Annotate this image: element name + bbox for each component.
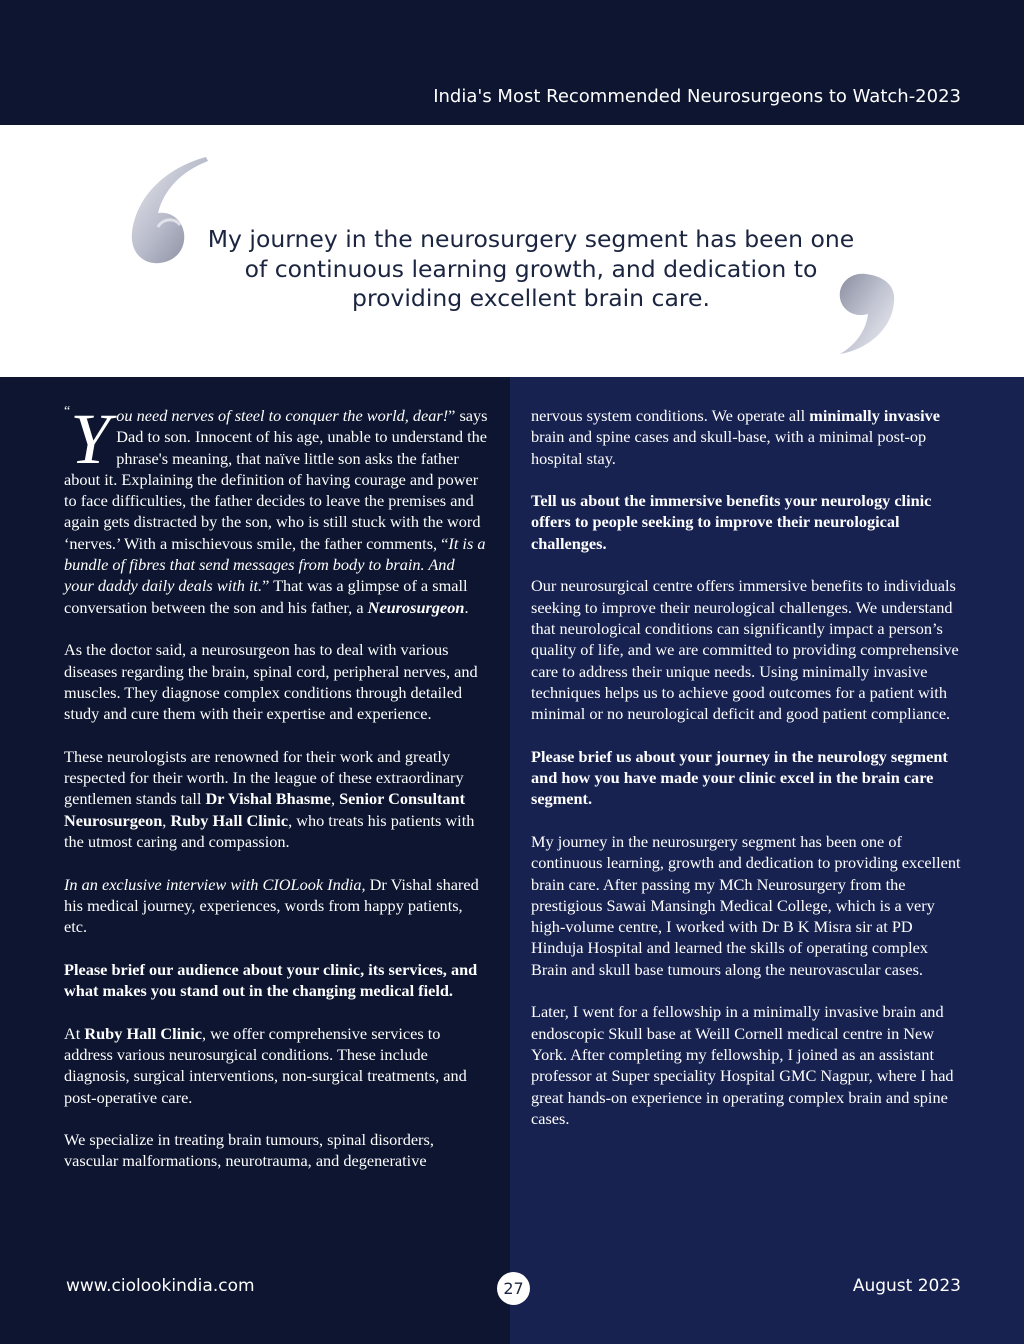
footer-website-link[interactable]: www.ciolookindia.com: [66, 1276, 255, 1296]
paragraph: Later, I went for a fellowship in a minimally invasive brain and endoscopic Skull base at Weill Cornell medical centre in New York. After completing my fellowship, I joined as an assistant professor at Super speciality Hospital GMC Nagpur, where I had great hands-on experience in operating complex brain and spine cases.: [531, 1002, 954, 1128]
interview-question: Please brief us about your journey in the neurology segment and how you have made your clinic excel in the brain care segment.: [531, 746, 948, 809]
paragraph: We specialize in treating brain tumours, spinal disorders, vascular malformations, neurotrauma, and degenerative: [64, 1130, 434, 1171]
paragraph: My journey in the neurosurgery segment has been one of continuous learning, growth and dedication to providing excellent brain care. After passing my MCh Neurosurgery from the prestigious Sawai Mansingh Medical College, which is a very high-volume centre, I worked with Dr B K Misra sir at PD Hinduja Hospital and learned the skills of operating complex Brain and skull base tumours along the neurovascular cases.: [531, 831, 961, 979]
paragraph: In an exclusive interview with CIOLook India, Dr Vishal shared his medical journey, experiences, words from happy patients, etc.: [64, 874, 479, 937]
page-number: 27: [497, 1272, 530, 1305]
right-column: [531, 405, 963, 1150]
paragraph: Our neurosurgical centre offers immersive benefits to individuals seeking to improve their neurological challenges. We understand that neurological conditions can significantly impact a person’s quality of life, and we are committed to providing comprehensive care to address their unique needs. Using minimally invasive techniques helps us to achieve good outcomes for a patient with minimal or no neurological deficit and good patient compliance.: [531, 576, 959, 724]
footer-date: August 2023: [852, 1276, 961, 1296]
paragraph: As the doctor said, a neurosurgeon has to deal with various diseases regarding the brain, spinal cord, peripheral nerves, and muscles. They diagnose complex conditions through detailed study and cure them with their expertise and experience.: [64, 640, 478, 724]
close-quote-icon: [836, 270, 900, 358]
open-quote-mark: “: [64, 404, 71, 419]
interview-question: Tell us about the immersive benefits your neurology clinic offers to people seeking to improve their neurological challenges.: [531, 491, 932, 553]
left-column: [64, 399, 488, 1193]
interview-question: Please brief our audience about your clinic, its services, and what makes you stand out in the changing medical field.: [64, 959, 478, 1001]
pull-quote-band: [0, 125, 1024, 377]
top-bar: [0, 0, 1024, 125]
intro-paragraph: “ Y ou need nerves of steel to conquer the world, dear!” says Dad to son. Innocent of his age, unable to understand the phrase's meaning, that naïve little son asks the father about it. Explaining the definition of having courage and power to face difficulties, the father decides to leave the premises and again gets distracted by the son, who is still stuck with the word ‘nerves.’ With a mischievous smile, the father comments, “It is a bundle of fibres that send messages from body to brain. And your daddy daily deals with it.” That was a glimpse of a small conversation between the son and his father, a Neurosurgeon.: [64, 399, 488, 617]
paragraph: These neurologists are renowned for their work and greatly respected for their worth. In the league of these extraordinary gentlemen stands tall Dr Vishal Bhasme, Senior Consultant Neurosurgeon, Ruby Hall Clinic, who treats his patients with the utmost caring and compassion.: [64, 746, 475, 851]
pull-quote: My journey in the neurosurgery segment has been one of continuous learning growth, and dedication to providing excellent brain care.: [207, 225, 855, 312]
drop-cap: Y: [70, 399, 111, 479]
paragraph: nervous system conditions. We operate all minimally invasive brain and spine cases and skull-base, with a minimal post-op hospital stay.: [531, 406, 940, 468]
paragraph: At Ruby Hall Clinic, we offer comprehensive services to address various neurosurgical conditions. These include diagnosis, surgical interventions, non-surgical treatments, and post-operative care.: [64, 1023, 467, 1107]
header-title: India's Most Recommended Neurosurgeons to Watch-2023: [433, 86, 961, 107]
